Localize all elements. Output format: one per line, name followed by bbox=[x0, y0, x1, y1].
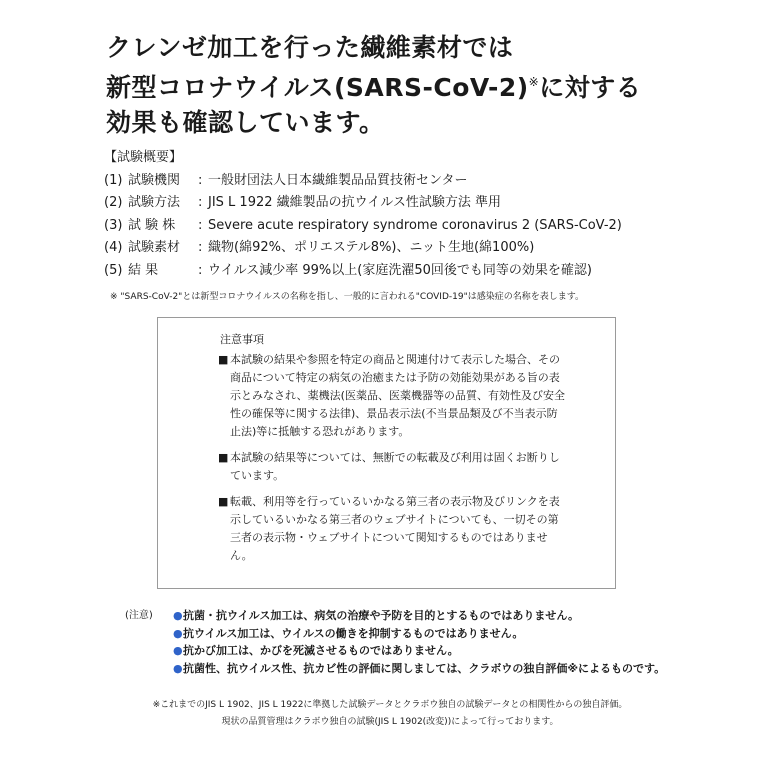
caution-text: 抗菌性、抗ウイルス性、抗カビ性の評価に関しましては、クラボウの独自評価※によるものです。 bbox=[183, 661, 666, 675]
headline-line-2 bbox=[106, 65, 726, 105]
row-number: (4) bbox=[104, 240, 123, 255]
overview-row bbox=[104, 192, 744, 215]
overview-row bbox=[104, 260, 744, 283]
notice-item bbox=[218, 449, 568, 485]
sars-cov-2-footnote: ※ "SARS-CoV-2"とは新型コロナウイルスの名称を指し、一般的に言われる"COVID-19"は感染症の名称を表します。 bbox=[110, 292, 584, 302]
row-separator: : bbox=[198, 262, 203, 278]
overview-row bbox=[104, 237, 744, 260]
row-separator: : bbox=[198, 217, 203, 233]
caution-notes bbox=[125, 607, 665, 677]
evaluation-footnote bbox=[0, 697, 780, 731]
caution-note bbox=[125, 625, 665, 643]
notice-title: 注意事項 bbox=[220, 333, 264, 346]
notice-text: 本試験の結果や参照を特定の商品と関連付けて表示した場合、その商品について特定の病気の治癒または予防の効能効果がある旨の表示とみなされ、薬機法(医薬品、医薬機器等の品質、有効性及び安全性の確保等に関する法律)、景品表示法(不当景品類及び不当表示防止法)等に抵触する恐れがあります。 bbox=[230, 353, 565, 438]
caution-tag: (注意) bbox=[125, 610, 153, 621]
caution-note bbox=[125, 660, 665, 678]
caution-text: 抗かび加工は、かびを死滅させるものではありません。 bbox=[183, 644, 459, 657]
row-value: 織物(綿92%、ポリエステル8%)、ニット生地(綿100%) bbox=[208, 240, 535, 255]
overview-row bbox=[104, 215, 744, 238]
row-number: (3) bbox=[104, 217, 123, 233]
row-label: 試験機関 bbox=[128, 172, 181, 188]
headline-line-3: 効果も確認しています。 bbox=[106, 108, 385, 137]
evaluation-footnote-line-1: ※これまでのJIS L 1902、JIS L 1922に準拠した試験データとクラボウ独自の試験データとの相関性からの独自評価。 bbox=[152, 700, 628, 710]
headline bbox=[106, 30, 726, 140]
row-number: (5) bbox=[104, 262, 123, 278]
square-bullet-icon: ■ bbox=[218, 353, 229, 366]
caution-note bbox=[125, 607, 665, 625]
notice-item bbox=[218, 351, 568, 441]
row-separator: : bbox=[198, 240, 203, 255]
square-bullet-icon: ■ bbox=[218, 451, 229, 464]
notice-text: 本試験の結果等については、無断での転載及び利用は固くお断りしています。 bbox=[230, 451, 560, 482]
headline-superscript-mark: ※ bbox=[528, 75, 540, 89]
circle-bullet-icon: ● bbox=[173, 661, 183, 675]
row-separator: : bbox=[198, 195, 203, 210]
row-label: 結 果 bbox=[128, 262, 159, 278]
circle-bullet-icon: ● bbox=[173, 626, 183, 640]
row-separator: : bbox=[198, 172, 203, 188]
row-label: 試験素材 bbox=[128, 240, 181, 255]
square-bullet-icon: ■ bbox=[218, 495, 229, 508]
row-label: 試 験 株 bbox=[128, 217, 176, 233]
overview-title: 【試験概要】 bbox=[104, 150, 183, 165]
test-overview bbox=[104, 147, 744, 282]
caution-text: 抗菌・抗ウイルス加工は、病気の治療や予防を目的とするものではありません。 bbox=[183, 609, 579, 622]
row-value: ウイルス減少率 99%以上(家庭洗濯50回後でも同等の効果を確認) bbox=[208, 262, 592, 278]
caution-note bbox=[125, 642, 665, 660]
row-value: 一般財団法人日本繊維製品品質技術センター bbox=[208, 172, 468, 188]
headline-line-2-end: に対する bbox=[539, 73, 642, 102]
overview-row bbox=[104, 170, 744, 193]
row-value: JIS L 1922 繊維製品の抗ウイルス性試験方法 準用 bbox=[208, 195, 501, 210]
row-label: 試験方法 bbox=[128, 195, 181, 210]
row-value: Severe acute respiratory syndrome coronavirus 2 (SARS-CoV-2) bbox=[208, 217, 622, 233]
caution-text: 抗ウイルス加工は、ウイルスの働きを抑制するものではありません。 bbox=[183, 626, 524, 640]
notice-box bbox=[157, 317, 616, 589]
circle-bullet-icon: ● bbox=[173, 609, 183, 622]
headline-line-1: クレンゼ加工を行った繊維素材では bbox=[106, 33, 514, 62]
evaluation-footnote-line-2: 現状の品質管理はクラボウ独自の試験(JIS L 1902(改変))によって行っております。 bbox=[221, 717, 559, 727]
circle-bullet-icon: ● bbox=[173, 644, 183, 657]
row-number: (1) bbox=[104, 172, 123, 188]
headline-line-2-main: 新型コロナウイルス(SARS-CoV-2) bbox=[106, 73, 529, 102]
row-number: (2) bbox=[104, 195, 123, 210]
notice-list bbox=[218, 351, 568, 573]
notice-text: 転載、利用等を行っているいかなる第三者の表示物及びリンクを表示しているいかなる第三者のウェブサイトについても、一切その第三者の表示物・ウェブサイトについて関知するものではありません。 bbox=[230, 495, 560, 562]
notice-item bbox=[218, 493, 568, 565]
